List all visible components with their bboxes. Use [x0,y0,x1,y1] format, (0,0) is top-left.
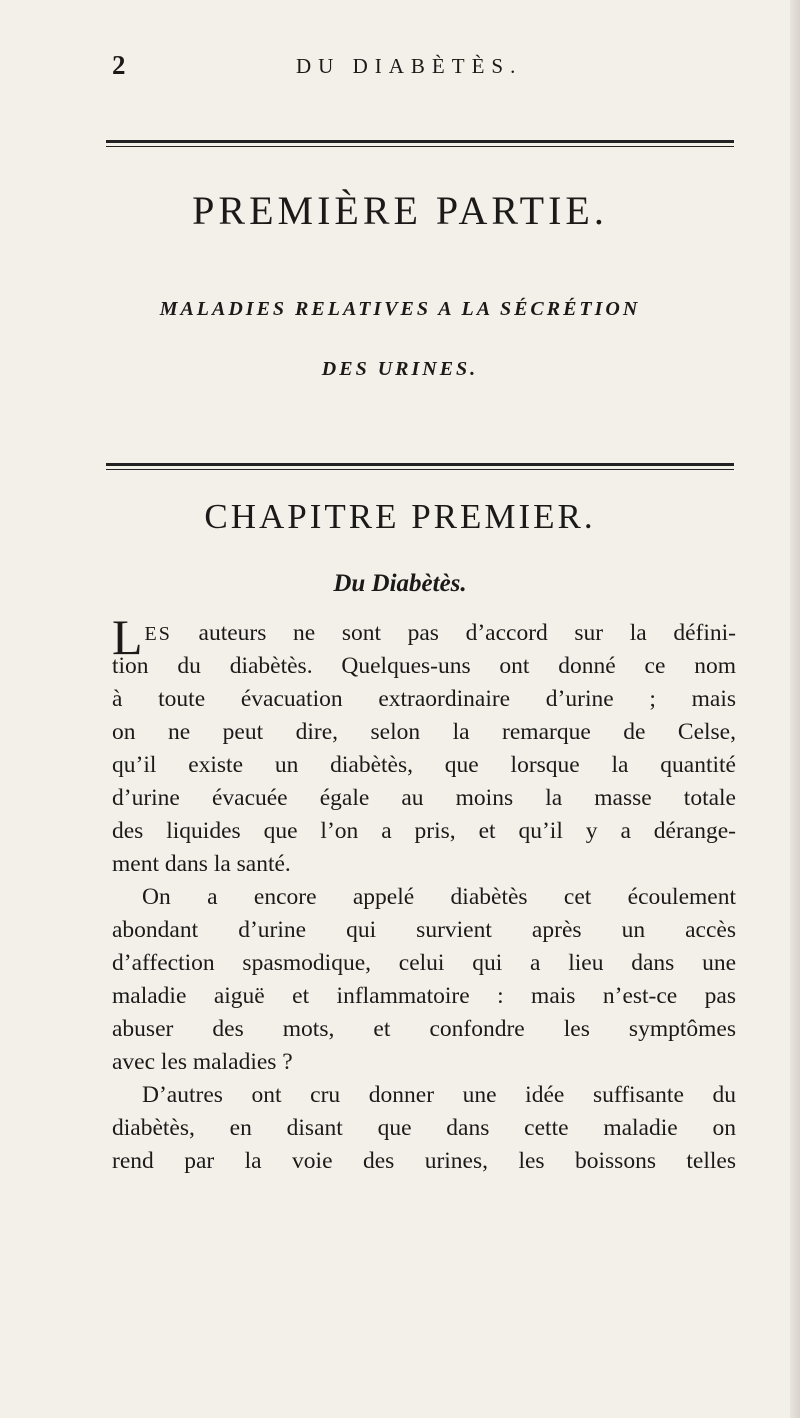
top-rule [106,140,734,147]
text-line-content: auteurs ne sont pas d’accord sur la défini- [171,620,736,646]
part-subtitle-line-2: DES URINES. [321,358,479,380]
first-word-rest: ES [144,623,172,645]
running-head: DU DIABÈTÈS. [296,54,523,78]
chapter-rule [106,463,734,470]
chapter-title: CHAPITRE PREMIER. [204,497,596,536]
text-line: on ne peut dire, selon la remarque de Celse, [112,719,736,745]
text-line: abuser des mots, et confondre les symptômes [112,1016,736,1042]
section-title: Du Diabètès. [333,570,467,597]
part-title: PREMIÈRE PARTIE. [192,188,608,233]
text-line: rend par la voie des urines, les boissons telles [112,1148,736,1174]
text-line: avec les maladies ? [112,1049,293,1075]
part-subtitle-line-1: MALADIES RELATIVES A LA SÉCRÉTION [159,298,641,320]
page-header [0,50,800,90]
page-number: 2 [112,50,126,80]
text-line: abondant d’urine qui survient après un accès [112,917,736,943]
text-line: maladie aiguë et inflammatoire : mais n’est-ce pas [112,983,736,1009]
text-line: des liquides que l’on a pris, et qu’il y a dérange- [112,818,736,844]
text-line: tion du diabètès. Quelques-uns ont donné ce nom [112,653,736,679]
text-line: diabètès, en disant que dans cette maladie on [112,1115,736,1141]
body-text [112,609,736,1178]
text-line: à toute évacuation extraordinaire d’urine ; mais [112,686,736,712]
text-line: d’urine évacuée égale au moins la masse totale [112,785,736,811]
text-line: ment dans la santé. [112,851,291,877]
text-line [112,609,736,665]
text-line: qu’il existe un diabètès, que lorsque la quantité [112,752,736,778]
text-line: On a encore appelé diabètès cet écoulement [142,884,736,910]
text-line: d’affection spasmodique, celui qui a lieu dans une [112,950,736,976]
drop-cap: L [112,609,143,665]
text-line: D’autres ont cru donner une idée suffisante du [142,1082,736,1108]
